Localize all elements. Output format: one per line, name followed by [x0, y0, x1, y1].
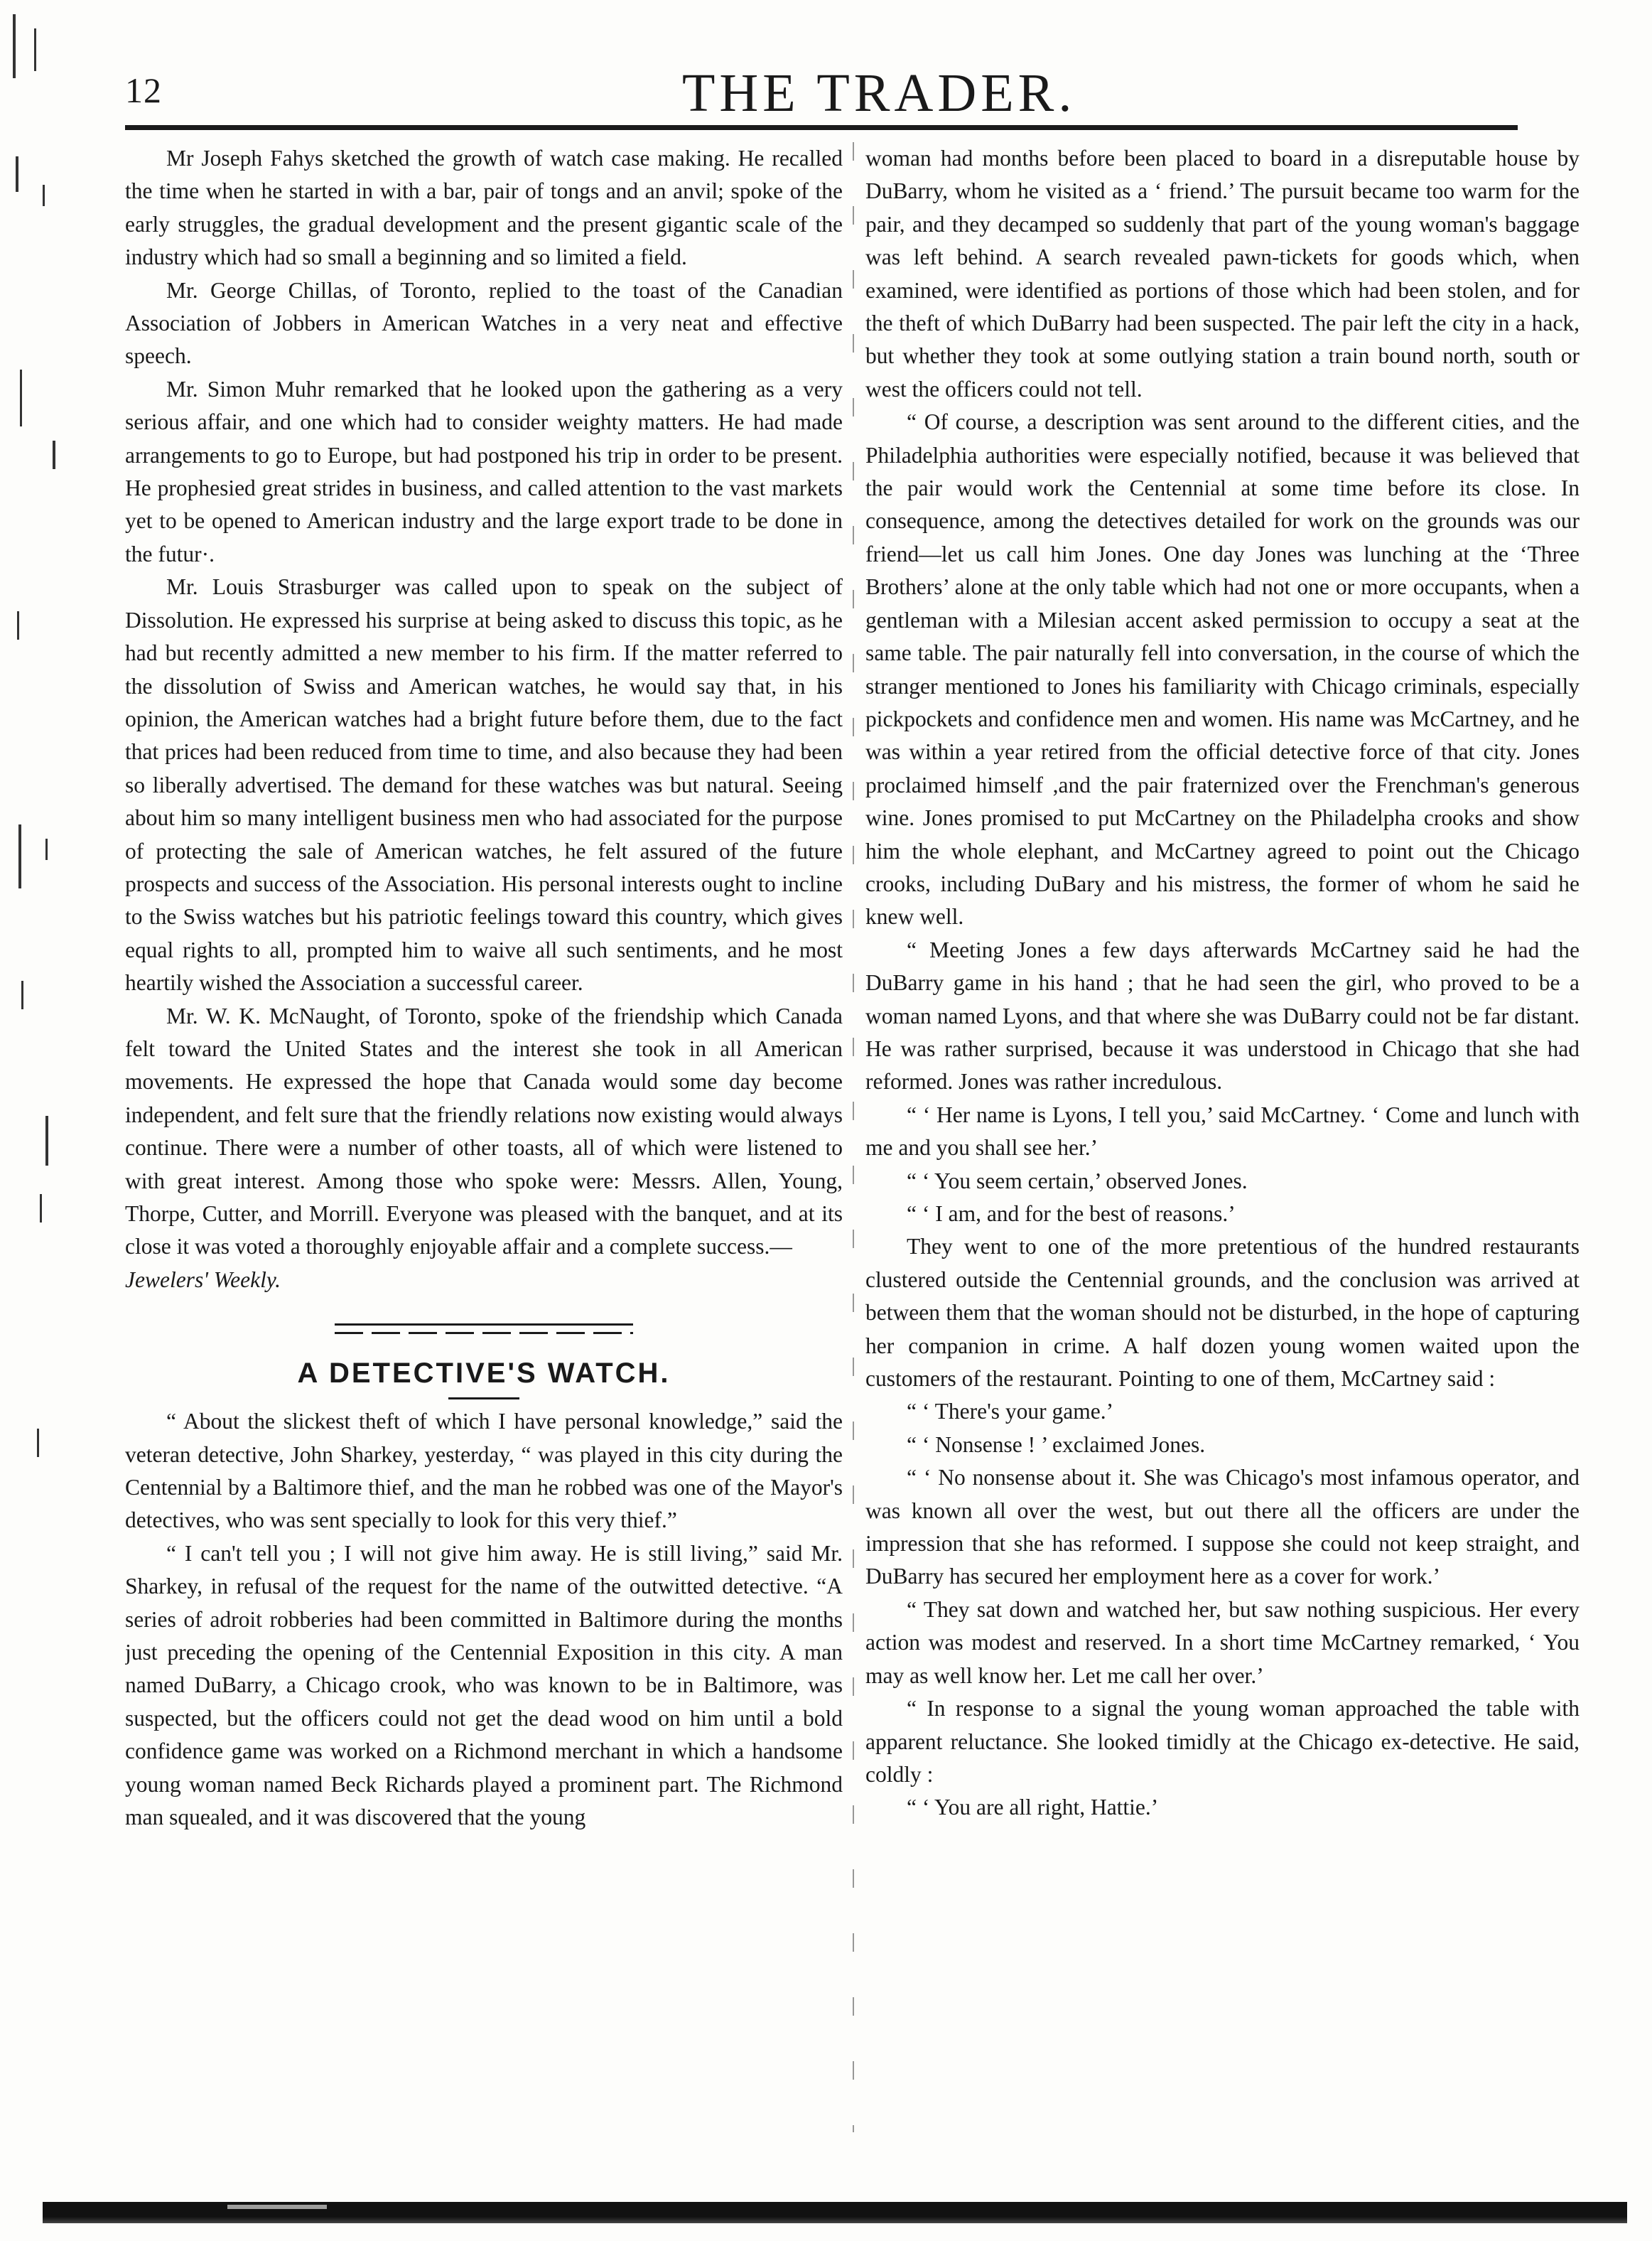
story-paragraph: “ Of course, a description was sent around to the different cities, and the Philadelphia authorities were especially notified, because it was believed that the pair would work the Centennial at some time before its close. In consequence, among the detectives detailed for work on the grounds was our friend—let us call him Jones. One day Jones was lunching at the ‘Three Brothers’ alone at the only table which had not one or more occupants, when a gentleman with a Milesian accent asked permission to occupy a seat at the same table. The pair naturally fell into conversation, in the course of which the stranger mentioned to Jones his familiarity with Chicago criminals, especially pickpockets and confidence men and women. His name was McCartney, and he was within a year retired from the official detective force of that city. Jones proclaimed himself ,and the pair fraternized over the Frenchman's generous wine. Jones promised to put McCartney on the Philadelpha crooks and show him the whole elephant, and McCartney agreed to point out the Chicago crooks, including DuBary and his mistress, the former of whom he said he knew well.	[865, 409, 1580, 930]
story-paragraph: “ In response to a signal the young woman approached the table with apparent reluctance. She looked timidly at the Chicago ex-detective. He said, coldly :	[865, 1696, 1580, 1787]
dialogue-line: “ ‘ You seem certain,’ observed Jones.	[907, 1168, 1248, 1193]
dialogue-line: “ ‘ Her name is Lyons, I tell you,’ said McCartney. ‘ Come and lunch with me and you shall see her.’	[865, 1102, 1580, 1161]
story-paragraph: woman had months before been placed to board in a disreputable house by DuBarry, whom he visited as a ‘ friend.’ The pursuit became too warm for the pair, and they decamped so suddenly that part of the young woman's baggage was left behind. A search revealed pawn-tickets for goods which, when examined, were identified as portions of those which had been stolen, and for the theft of which DuBarry had been suspected. The pair left the city in a hack, but whether they took at some outlying station a train bound north, south or west the officers could not tell.	[865, 146, 1580, 402]
scan-margin-marks	[6, 0, 63, 1564]
section-ornament-rule	[335, 1315, 633, 1348]
story-paragraph: They went to one of the more pretentious of the hundred restaurants clustered outside the Centennial grounds, and the conclusion was arrived at between them that the woman should not be disturbed, in the hope of capturing her companion in crime. A half dozen young women waited upon the customers of the restaurant. Pointing to one of them, McCartney said :	[865, 1234, 1580, 1392]
story-paragraph: “ I can't tell you ; I will not give him away. He is still living,” said Mr. Sharkey, in refusal of the request for the name of the outwitted detective. “A series of adroit robberies had been committed in Baltimore during the months just preceding the opening of the Centennial Exposition in this city. A man named DuBarry, a Chicago crook, who was known to be in Baltimore, was suspected, but the officers could not get the dead wood on him until a bold confidence game was worked on a Richmond merchant in which a handsome young woman named Beck Richards played a prominent part. The Richmond man squealed, and it was discovered that the young	[125, 1540, 843, 1830]
dialogue-line: “ ‘ You are all right, Hattie.’	[907, 1795, 1159, 1820]
heading-underline	[448, 1397, 519, 1399]
paragraph-mcnaught: Mr. W. K. McNaught, of Toronto, spoke of the friendship which Canada felt toward the United States and the interest she took in all American movements. He expressed the hope that Canada would some day become independent, and felt sure that the friendly relations now existing would always continue. There were a number of other toasts, all of which were listened to with great interest. Among those who spoke were: Messrs. Allen, Young, Thorpe, Cutter, and Morrill. Everyone was pleased with the banquet, and at its close it was voted a thoroughly enjoyable affair and a complete success.—	[125, 1003, 843, 1259]
dialogue-line: “ ‘ No nonsense about it. She was Chicago's most infamous operator, and was known all over the west, but out there all the officers are under the impression that she has reformed. I suppose she could not keep straight, and DuBarry has secured her employment here as a cover for work.’	[865, 1465, 1580, 1589]
story-paragraph: “ About the slickest theft of which I have personal knowledge,” said the veteran detective, John Sharkey, yesterday, “ was played in this city during the Centennial by a Baltimore thief, and the man he robbed was one of the Mayor's detectives, who was sent specially to look for this very thief.”	[125, 1409, 843, 1533]
section-heading: A DETECTIVE'S WATCH.	[297, 1358, 671, 1390]
dialogue-line: “ ‘ Nonsense ! ’ exclaimed Jones.	[907, 1431, 1206, 1457]
masthead-title: THE TRADER.	[682, 63, 1076, 123]
paragraph-strasburger: Mr. Louis Strasburger was called upon to speak on the subject of Dissolution. He expressed his surprise at being asked to discuss this topic, as he had but recently admitted a new member to his firm. If the matter referred to the dissolution of Swiss and American watches, he would say that, in his opinion, the American watches had a bright future before them, due to the fact that prices had been reduced from time to time, and also because they had been so liberally advertised. The demand for these watches was but natural. Seeing about him so many intelligent business men who had associated for the purpose of protecting the sale of American watches, he felt assured of the future prospects and success of the Association. His personal interests ought to incline to the Swiss watches but his patriotic feelings toward this country, which gives equal rights to all, prompted him to waive all such sentiments, and he most heartily wished the Association a successful career.	[125, 574, 843, 996]
header-rule	[125, 125, 1518, 130]
story-paragraph: “ They sat down and watched her, but saw nothing suspicious. Her every action was modest and reserved. In a short time McCartney remarked, ‘ You may as well know her. Let me call her over.’	[865, 1596, 1580, 1688]
paragraph-muhr: Mr. Simon Muhr remarked that he looked upon the gathering as a very serious affair, and one which had to consider weighty matters. He had made arrangements to go to Europe, but had postponed his trip in order to be present. He prophesied great strides in business, and called attention to the vast markets yet to be opened to American industry and the large export trade to be done in the futur·.	[125, 376, 843, 566]
footer-rule	[43, 2202, 1627, 2223]
left-column	[125, 142, 843, 2146]
dialogue-line: “ ‘ I am, and for the best of reasons.’	[907, 1201, 1236, 1226]
right-column	[865, 142, 1580, 2146]
dialogue-line: “ ‘ There's your game.’	[907, 1399, 1114, 1424]
paragraph-fahys: Mr Joseph Fahys sketched the growth of watch case making. He recalled the time when he started in with a bar, pair of tongs and an anvil; spoke of the early struggles, the gradual development and the present gigantic scale of the industry which had so small a beginning and so limited a field.	[125, 146, 843, 270]
paragraph-chillas: Mr. George Chillas, of Toronto, replied to the toast of the Canadian Association of Jobbers in American Watches in a very neat and effective speech.	[125, 277, 843, 369]
story-paragraph: “ Meeting Jones a few days afterwards McCartney said he had the DuBarry game in his hand ; that he had seen the girl, who proved to be a woman named Lyons, and that where she was DuBarry could not be far distant. He was rather surprised, because it was understood in Chicago that she had reformed. Jones was rather incredulous.	[865, 937, 1580, 1095]
column-divider	[853, 142, 854, 2132]
source-credit: Jewelers' Weekly.	[125, 1267, 281, 1292]
page-number: 12	[125, 70, 162, 110]
